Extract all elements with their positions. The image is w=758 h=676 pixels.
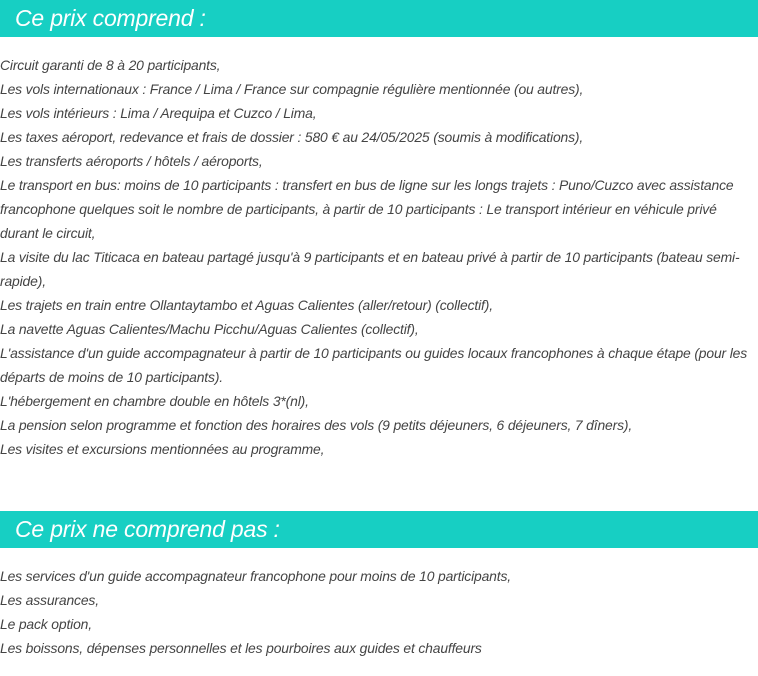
list-item: Le transport en bus: moins de 10 participants : transfert en bus de ligne sur les longs trajets : Puno/Cuzco avec assistance francophone quelques soit le nombre de participants, à partir de 10 participants : Le transport intérieur en véhicule privé durant le circuit, [0, 177, 734, 241]
includes-list [0, 53, 758, 461]
list-item: La navette Aguas Calientes/Machu Picchu/Aguas Calientes (collectif), [0, 321, 419, 337]
excludes-list [0, 564, 758, 660]
list-item: Les vols internationaux : France / Lima / France sur compagnie régulière mentionnée (ou autres), [0, 81, 584, 97]
list-item: Les services d'un guide accompagnateur francophone pour moins de 10 participants, [0, 568, 511, 584]
list-item: Les boissons, dépenses personnelles et les pourboires aux guides et chauffeurs [0, 640, 482, 656]
list-item: Les vols intérieurs : Lima / Arequipa et Cuzco / Lima, [0, 105, 317, 121]
list-item: La visite du lac Titicaca en bateau partagé jusqu'à 9 participants et en bateau privé à partir de 10 participants (bateau semi-rapide), [0, 249, 740, 289]
list-item: L'assistance d'un guide accompagnateur à partir de 10 participants ou guides locaux francophones à chaque étape (pour les départs de moins de 10 participants). [0, 345, 748, 385]
list-item: Les transferts aéroports / hôtels / aéroports, [0, 153, 263, 169]
includes-header: Ce prix comprend : [0, 0, 758, 37]
list-item: Circuit garanti de 8 à 20 participants, [0, 57, 221, 73]
list-item: Les taxes aéroport, redevance et frais de dossier : 580 € au 24/05/2025 (soumis à modifications), [0, 129, 584, 145]
list-item: Les assurances, [0, 592, 99, 608]
list-item: La pension selon programme et fonction des horaires des vols (9 petits déjeuners, 6 déjeuners, 7 dîners), [0, 417, 633, 433]
list-item: L'hébergement en chambre double en hôtels 3*(nl), [0, 393, 309, 409]
list-item: Les visites et excursions mentionnées au programme, [0, 441, 325, 457]
list-item: Le pack option, [0, 616, 92, 632]
excludes-header: Ce prix ne comprend pas : [0, 511, 758, 548]
list-item: Les trajets en train entre Ollantaytambo et Aguas Calientes (aller/retour) (collectif), [0, 297, 493, 313]
